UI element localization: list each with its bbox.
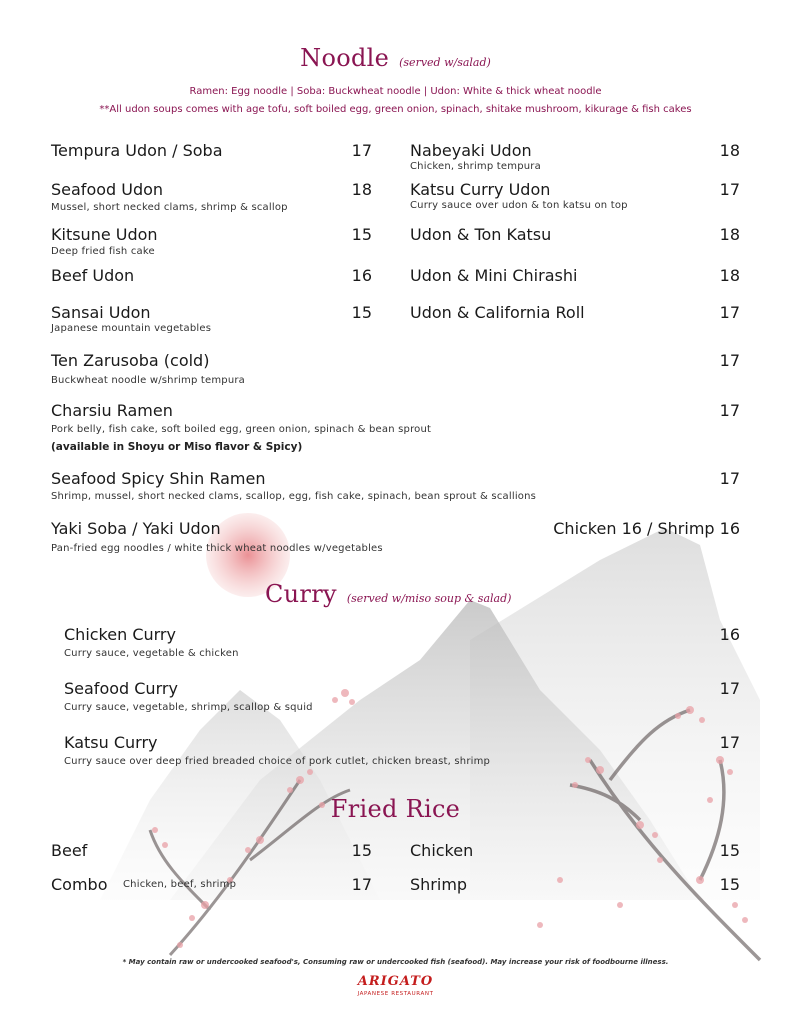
noodle-title: Noodle [300, 44, 390, 72]
menu-item-desc: Deep fried fish cake [51, 246, 155, 257]
menu-item-desc: Curry sauce over udon & ton katsu on top [410, 200, 628, 211]
menu-item-price: 16 [351, 266, 372, 285]
menu-item-price: 17 [719, 351, 740, 370]
menu-item-name: Katsu Curry [64, 733, 158, 752]
menu-item-price: 15 [351, 303, 372, 322]
menu-item-name: Sansai Udon [51, 303, 151, 322]
menu-item-price: 17 [719, 733, 740, 752]
menu-item-name: Seafood Udon [51, 180, 164, 199]
menu-item-name: Seafood Spicy Shin Ramen [51, 469, 266, 488]
menu-item-price: 17 [719, 679, 740, 698]
menu-item-desc: Curry sauce, vegetable & chicken [64, 648, 239, 659]
menu-item-price: 18 [719, 141, 740, 160]
udon-soup-note: **All udon soups comes with age tofu, soft boiled egg, green onion, spinach, shitake mushroom, kikurage & fish cakes [99, 104, 692, 115]
menu-item-price: 17 [351, 875, 372, 894]
logo-subtitle: JAPANESE RESTAURANT [357, 991, 434, 997]
menu-item-name: Udon & Mini Chirashi [410, 266, 578, 285]
menu-item-desc: Chicken, beef, shrimp [123, 879, 237, 890]
menu-item-price: 17 [719, 469, 740, 488]
menu-item-desc: Buckwheat noodle w/shrimp tempura [51, 375, 246, 386]
menu-item-desc: Japanese mountain vegetables [51, 323, 212, 334]
curry-heading [265, 580, 511, 608]
menu-item-price: 17 [351, 141, 372, 160]
noodle-heading [0, 44, 791, 72]
menu-item-name: Combo [51, 875, 108, 894]
menu-item-name: Beef [51, 841, 88, 860]
menu-item-price: 17 [719, 180, 740, 199]
menu-item-name: Seafood Curry [64, 679, 178, 698]
curry-subtitle: (served w/miso soup & salad) [346, 592, 512, 605]
menu-item-desc: Curry sauce, vegetable, shrimp, scallop & squid [64, 702, 313, 713]
menu-item-name: Tempura Udon / Soba [51, 141, 223, 160]
fried-rice-title: Fried Rice [330, 795, 461, 823]
menu-item-desc: Pork belly, fish cake, soft boiled egg, green onion, spinach & bean sprout [51, 424, 432, 435]
menu-item-name: Shrimp [410, 875, 468, 894]
menu-item-price: 15 [351, 225, 372, 244]
menu-item-name: Nabeyaki Udon [410, 141, 532, 160]
menu-item-price: 15 [719, 841, 740, 860]
menu-item-name: Charsiu Ramen [51, 401, 173, 420]
menu-item-price: 18 [719, 266, 740, 285]
menu-item-price: Chicken 16 / Shrimp 16 [553, 519, 740, 538]
noodle-type-note: Ramen: Egg noodle | Soba: Buckwheat noodle | Udon: White & thick wheat noodle [189, 86, 602, 97]
menu-item-name: Beef Udon [51, 266, 135, 285]
arigato-logo: ARIGATO [357, 974, 434, 989]
menu-item-price: 17 [719, 303, 740, 322]
fried-rice-heading [0, 795, 791, 823]
menu-item-desc: Pan-fried egg noodles / white thick wheat noodles w/vegetables [51, 543, 383, 554]
menu-item-name: Kitsune Udon [51, 225, 158, 244]
menu-item-name: Katsu Curry Udon [410, 180, 551, 199]
ramen-flavor-note: (available in Shoyu or Miso flavor & Spicy) [51, 441, 303, 453]
menu-item-name: Ten Zarusoba (cold) [51, 351, 210, 370]
curry-title: Curry [265, 580, 337, 608]
menu-item-price: 15 [351, 841, 372, 860]
menu-item-price: 18 [719, 225, 740, 244]
noodle-subtitle: (served w/salad) [399, 56, 491, 69]
menu-item-price: 15 [719, 875, 740, 894]
raw-food-disclaimer: * May contain raw or undercooked seafood's, Consuming raw or undercooked fish (seafood). May increase your risk of foodbourne illness. [122, 958, 669, 966]
menu-item-name: Udon & California Roll [410, 303, 585, 322]
menu-item-desc: Curry sauce over deep fried breaded choice of pork cutlet, chicken breast, shrimp [64, 756, 491, 767]
menu-item-name: Chicken [410, 841, 474, 860]
menu-item-price: 18 [351, 180, 372, 199]
menu-item-desc: Chicken, shrimp tempura [410, 161, 541, 172]
menu-item-price: 17 [719, 401, 740, 420]
menu-item-name: Chicken Curry [64, 625, 176, 644]
menu-item-name: Udon & Ton Katsu [410, 225, 552, 244]
menu-item-name: Yaki Soba / Yaki Udon [51, 519, 221, 538]
menu-item-desc: Mussel, short necked clams, shrimp & scallop [51, 202, 288, 213]
menu-item-desc: Shrimp, mussel, short necked clams, scallop, egg, fish cake, spinach, bean sprout & scallions [51, 491, 537, 502]
menu-item-price: 16 [719, 625, 740, 644]
